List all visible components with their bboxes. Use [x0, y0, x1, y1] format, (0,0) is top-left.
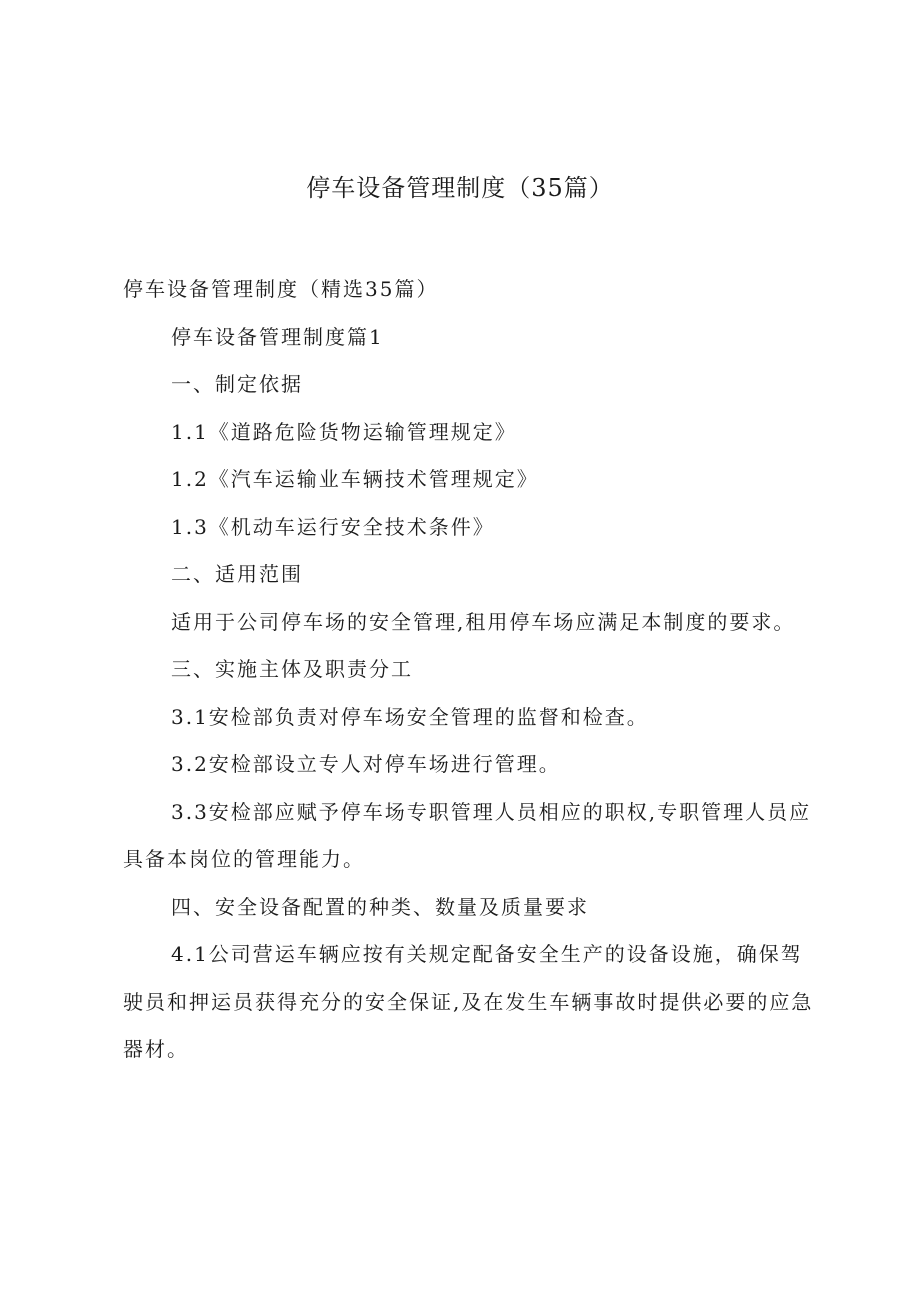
paragraph: 停车设备管理制度篇1 — [171, 324, 384, 349]
paragraph: 3.1安检部负责对停车场安全管理的监督和检查。 — [171, 704, 649, 729]
document-body — [123, 266, 823, 1074]
document-title: 停车设备管理制度（35篇） — [306, 174, 614, 202]
paragraph: 4.1公司营运车辆应按有关规定配备安全生产的设备设施，确保驾驶员和押运员获得充分的安全保证,及在发生车辆事故时提供必要的应急器材。 — [123, 942, 814, 1061]
paragraph: 三、实施主体及职责分工 — [171, 657, 413, 681]
paragraph: 二、适用范围 — [171, 562, 303, 586]
paragraph: 3.3安检部应赋予停车场专职管理人员相应的职权,专职管理人员应具备本岗位的管理能力。 — [123, 799, 812, 871]
paragraph: 3.2安检部设立专人对停车场进行管理。 — [171, 752, 561, 776]
paragraph: 四、安全设备配置的种类、数量及质量要求 — [171, 894, 589, 919]
paragraph: 停车设备管理制度（精选35篇） — [123, 277, 439, 301]
paragraph: 1.2《汽车运输业车辆技术管理规定》 — [171, 467, 539, 491]
paragraph: 一、制定依据 — [171, 372, 303, 396]
paragraph: 1.1《道路危险货物运输管理规定》 — [171, 419, 517, 444]
paragraph: 适用于公司停车场的安全管理,租用停车场应满足本制度的要求。 — [171, 609, 796, 634]
paragraph: 1.3《机动车运行安全技术条件》 — [171, 514, 495, 539]
